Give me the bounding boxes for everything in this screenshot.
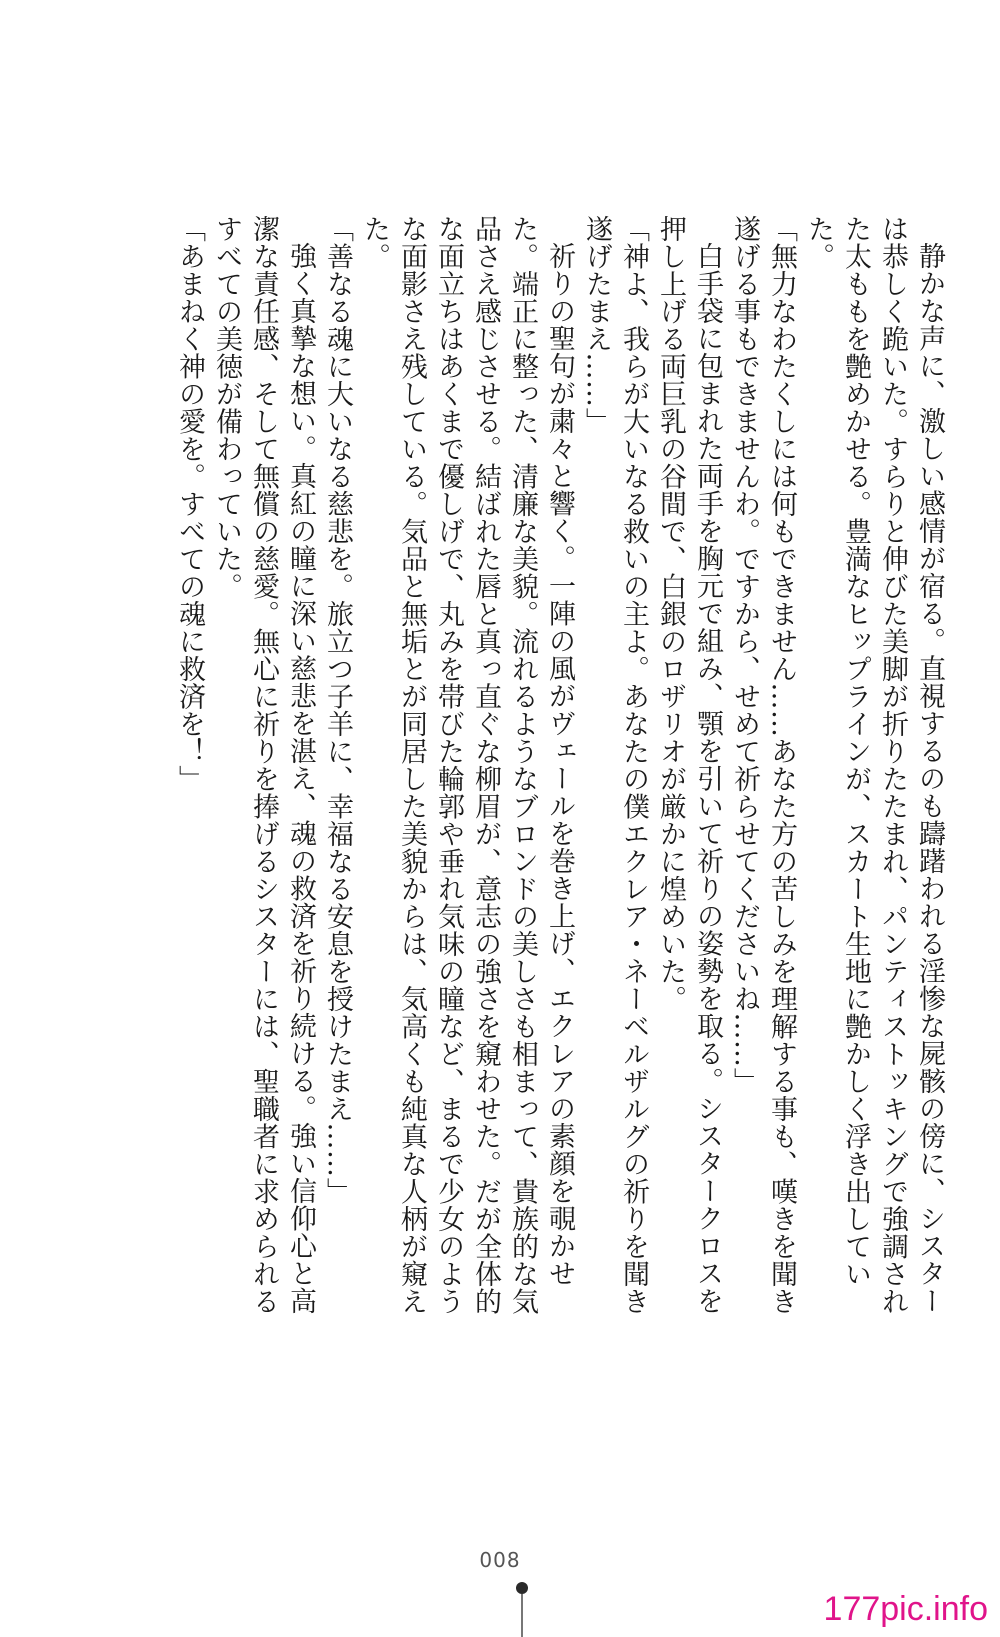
dialogue-4: 「あまねく神の愛を。すべての魂に救済を！」 — [174, 215, 205, 793]
body-text — [48, 215, 948, 1335]
dialogue-1: 「無力なわたくしには何もできません……あなた方の苦しみを理解する事も、嘆きを聞き遂げる事もできませんわ。ですから、せめて祈らせてくださいね……」 — [729, 215, 797, 1315]
page-number: 008 — [479, 1548, 521, 1572]
dialogue-3: 「善なる魂に大いなる慈悲を。旅立つ子羊に、幸福なる安息を授けたまえ……」 — [322, 215, 353, 1205]
paragraph-1: 静かな声に、激しい感情が宿る。直視するのも躊躇われる淫惨な屍骸の傍に、シスターは恭しく跪いた。すらりと伸びた美脚が折りたたまれ、パンティストッキングで強調された太ももを艶めかせる。豊満なヒップラインが、スカート生地に艶かしく浮き出していた。 — [803, 215, 945, 1315]
watermark: 177pic.info — [818, 1590, 994, 1629]
paragraph-4: 強く真摯な想い。真紅の瞳に深い慈悲を湛え、魂の救済を祈り続ける。強い信仰心と高潔な責任感、そして無償の慈愛。無心に祈りを捧げるシスターには、聖職者に求められるすべての美徳が備わっていた。 — [211, 215, 316, 1315]
paragraph-3: 祈りの聖句が粛々と響く。一陣の風がヴェールを巻き上げ、エクレアの素顔を覗かせた。端正に整った、清廉な美貌。流れるようなブロンドの美しさも相まって、貴族的な気品さえ感じさせる。結ばれた唇と真っ直ぐな柳眉が、意志の強さを窺わせた。だが全体的な面立ちはあくまで優しげで、丸みを帯びた輪郭や垂れ気味の瞳など、まるで少女のような面影さえ残している。気品と無垢とが同居した美貌からは、気高くも純真な人柄が窺えた。 — [359, 215, 575, 1315]
dialogue-2: 「神よ、我らが大いなる救いの主よ。あなたの僕エクレア・ネーベルザルグの祈りを聞き遂げたまえ……」 — [581, 215, 649, 1315]
page-marker-dot-icon — [516, 1582, 528, 1594]
page-marker-line — [521, 1594, 523, 1637]
paragraph-2: 白手袋に包まれた両手を胸元で組み、顎を引いて祈りの姿勢を取る。シスタークロスを押し上げる両巨乳の谷間で、白銀のロザリオが厳かに煌めいた。 — [655, 215, 723, 1315]
